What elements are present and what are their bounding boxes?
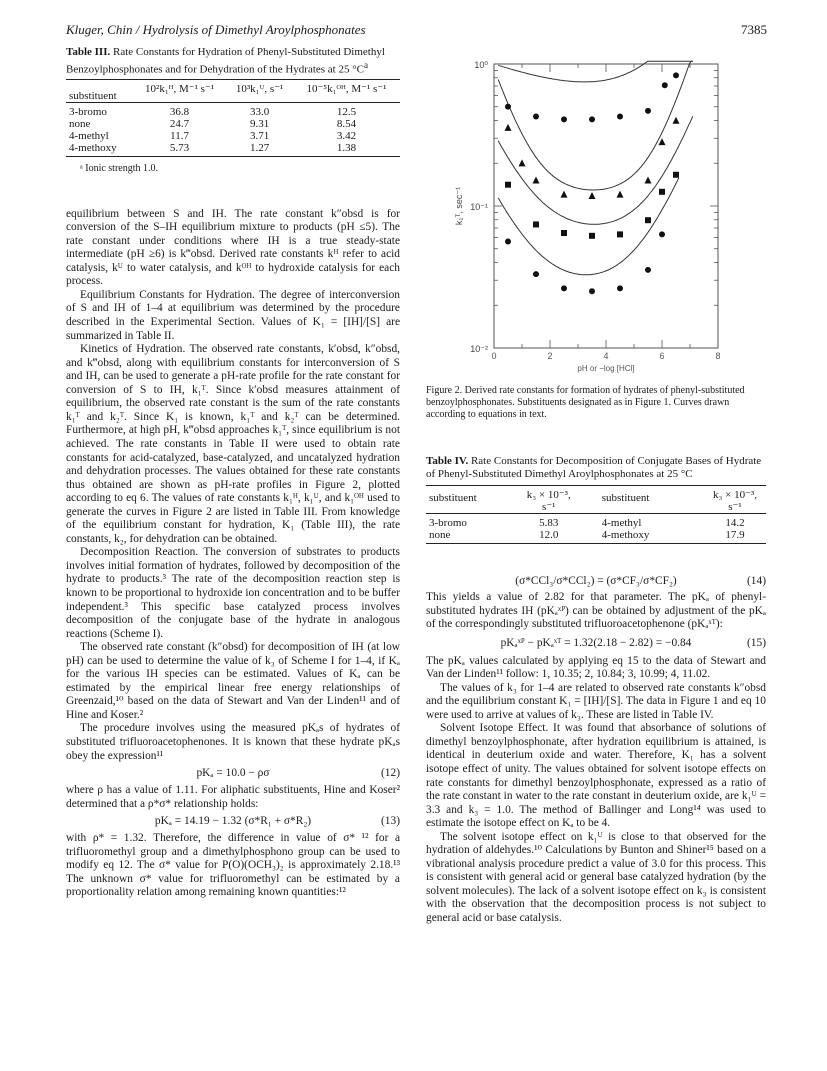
data-point-triangle: [673, 117, 680, 124]
equation-15-text: pKₐˣᴾ − pKₐˣᵀ = 1.32(2.18 − 2.82) = −0.84: [500, 636, 692, 649]
table3-col-substituent: substituent: [69, 89, 117, 102]
table3-cell: 9.31: [249, 117, 270, 130]
data-point-square: [561, 230, 567, 236]
table3: [66, 79, 400, 157]
running-title: Kluger, Chin / Hydrolysis of Dimethyl Aroylphosphonates: [66, 22, 366, 37]
data-point-square: [589, 233, 595, 239]
table-row: [66, 142, 400, 157]
paragraph: Equilibrium Constants for Hydration. The degree of interconversion of S and IH of 1–4 at equilibrium was determined by the procedure described in the Experimental Section. Values of K₁ = [IH]/[S] are summarized in Table II.: [66, 288, 400, 342]
page-number: 7385: [741, 22, 767, 37]
table3-cell: 12.5: [336, 105, 357, 118]
data-point-square: [505, 182, 511, 188]
left-column: [66, 46, 400, 900]
equation-14-number: (14): [747, 575, 766, 587]
equation-14: [426, 574, 766, 589]
fit-curve: [498, 178, 679, 275]
fit-curve: [498, 116, 693, 224]
data-point-triangle: [533, 176, 540, 183]
table4-cell: 4-methoxy: [601, 529, 650, 541]
table3-cell: 3.42: [336, 129, 357, 142]
data-point-dot: [673, 72, 679, 78]
table4-cell: 5.83: [539, 517, 559, 529]
paragraph: with ρ* = 1.32. Therefore, the difference in value of σ* ¹² for a trifluoromethyl group and a dimethylphosphono group can be used to modify eq 12. The σ* value for P(O)(OCH₃)₂ is approximately 2.18.¹³ The unknown σ* value for trifluoromethyl can be estimated by a proportionality relation among remaining known quantities:¹²: [66, 832, 400, 899]
table4-cell: 3-bromo: [429, 517, 467, 529]
table-row: [66, 130, 400, 142]
table3-cell: 36.8: [169, 105, 190, 118]
equation-12-text: pKₐ = 10.0 − ρσ: [196, 767, 270, 780]
paragraph: The pKₐ values calculated by applying eq 15 to the data of Stewart and Van der Linden¹¹ follow: 1, 10.35; 2, 10.84; 3, 10.99; 4, 11.02.: [426, 654, 766, 681]
table-row: [426, 529, 766, 544]
table3-cell: 4-methoxy: [69, 141, 117, 154]
table3-cell: 1.38: [336, 141, 357, 154]
right-column: [426, 58, 766, 926]
data-point-triangle: [659, 138, 666, 145]
paragraph: The values of k₃ for 1–4 are related to observed rate constants k″obsd and the equilibrium constant K₁ = [IH]/[S]. The data in Figure 1 and eq 10 were used to arrive at values of k₃. These are listed in Table IV.: [426, 681, 766, 721]
table4-caption-text: Rate Constants for Decomposition of Conjugate Bases of Hydrate of Phenyl-Substituted Dimethyl Aroylphosphonates at 25 °C: [426, 455, 762, 480]
table3-cell: 1.27: [249, 141, 270, 154]
data-point-triangle: [589, 192, 596, 199]
paragraph: This yields a value of 2.82 for that parameter. The pKₐ of phenyl-substituted hydrates IH (pKₐˣᴾ) can be obtained by adjustment of the pKₐ of the correspondingly substituted trifluoroacetophenone (pKₐˣᵀ):: [426, 591, 766, 631]
table3-cell: 5.73: [169, 141, 190, 154]
x-tick-label: 0: [491, 351, 497, 361]
plot-frame: [494, 64, 718, 348]
table3-cell: 3-bromo: [69, 105, 107, 118]
figure-2-points: [505, 72, 680, 294]
data-point-dot: [533, 271, 539, 277]
table4-cell: 17.9: [725, 529, 745, 541]
table4-col-substituent-2: substituent: [601, 492, 650, 504]
fit-curve: [498, 61, 693, 190]
figure-2-xlabel: pH or −log [HCl]: [577, 364, 635, 373]
data-point-square: [645, 217, 651, 223]
y-tick-label: 10⁰: [474, 60, 488, 70]
equation-15: [426, 636, 766, 651]
y-tick-label: 10⁻¹: [470, 202, 488, 212]
data-point-triangle: [617, 191, 624, 198]
figure-2-caption: Figure 2. Derived rate constants for formation of hydrates of phenyl-substituted benzoylphosphonates. Substituents designated as in Figure 1. Curves drawn according to equations in text.: [426, 385, 745, 420]
paragraph: Decomposition Reaction. The conversion of substrates to products involves initial formation of hydrates, followed by decomposition of the hydrate to products.³ The rate of the decomposition reaction step is known to be proportional to hydroxide ion concentration and to be buffer independent.³ This specific base catalyzed process involves decomposition of the conjugate base of the hydrate in analogous reactions (Scheme I).: [66, 546, 400, 640]
table3-cell: 11.7: [170, 129, 189, 142]
x-tick-label: 8: [715, 351, 721, 361]
table3-caption: [66, 46, 400, 77]
equation-12: [66, 766, 400, 781]
table-row: [66, 102, 400, 118]
table3-header-row: [66, 79, 400, 102]
table3-caption-label: Table III.: [66, 46, 111, 58]
data-point-square: [673, 172, 679, 178]
table3-cell: 33.0: [249, 105, 270, 118]
data-point-triangle: [505, 124, 512, 131]
table4-cell: none: [429, 529, 451, 541]
data-point-triangle: [519, 159, 526, 166]
table4-cell: 4-methyl: [601, 517, 642, 529]
equation-12-number: (12): [381, 767, 400, 780]
paragraph: The procedure involves using the measured pKₐs of hydrates of substituted trifluoroacetophenones. It is known that these hydrate pKₐs obey the expression¹¹: [66, 722, 400, 762]
data-point-dot: [617, 285, 623, 291]
data-point-dot: [645, 267, 651, 273]
data-point-dot: [589, 116, 595, 122]
data-point-dot: [662, 82, 668, 88]
data-point-dot: [645, 108, 651, 114]
figure-2-ylabel: k₁ᵀ, sec⁻¹: [454, 186, 464, 226]
data-point-dot: [561, 116, 567, 122]
y-tick-label: 10⁻²: [470, 344, 488, 354]
figure-2-chart: [426, 58, 766, 378]
table4-col-substituent: substituent: [429, 492, 477, 504]
table3-cell: 4-methyl: [69, 129, 109, 142]
table3-col-k1u: 10³k₁ᵁ, s⁻¹: [235, 82, 284, 95]
table3-cell: 24.7: [169, 117, 190, 130]
data-point-dot: [533, 114, 539, 120]
equation-13-text: pKₐ = 14.19 − 1.32 (σ*R₁ + σ*R₂): [154, 815, 312, 828]
table-row: [426, 514, 766, 530]
data-point-square: [533, 221, 539, 227]
x-tick-label: 6: [659, 351, 665, 361]
table3-cell: 8.54: [336, 117, 357, 130]
figure-2-curves: [498, 61, 693, 275]
table3-col-k1oh: 10⁻⁵k₁ᴼᴴ, M⁻¹ s⁻¹: [306, 82, 387, 95]
table3-cell: 3.71: [249, 129, 270, 142]
data-point-dot: [617, 114, 623, 120]
table4-caption-label: Table IV.: [426, 455, 469, 467]
data-point-square: [659, 189, 665, 195]
table3-footnote: ᵃ Ionic strength 1.0.: [80, 162, 158, 174]
table3-col-k1h: 10²k₁ᴴ, M⁻¹ s⁻¹: [145, 82, 215, 95]
table3-caption-sup: a: [363, 60, 369, 70]
paragraph: Kinetics of Hydration. The observed rate constants, k′obsd, k″obsd, and k‴obsd, along with equilibrium constants for interconversion of S and IH, can be used to generate a pH-rate profile for the rate constant for conversion of S to IH, k₁ᵀ. Since k′obsd measures attainment of equilibrium, the observed rate constant is the sum of the rate constants k₁ᵀ and k₂ᵀ. Since K₁ is known, k₁ᵀ and k₂ᵀ can be determined. Furthermore, at high pH, k‴obsd approaches k₁ᵀ, since equilibrium is not achieved. The rate constants in Table II were used to obtain rate constants for acid-catalyzed, base-catalyzed, and uncatalyzed hydration and dehydration processes. The values obtained for these rate constants thus obtained are shown as pH-rate profiles in Figure 2, plotted according to eq 6. The values of rate constants k₁ᴴ, k₁ᵁ, and k₁ᴼᴴ used to generate the curves in Figure 2 are listed in Table III. From knowledge of the equilibrium constant for hydration, K₁ (Table III), the rate constants, k₂, for dehydration can be obtained.: [66, 343, 400, 545]
x-tick-label: 4: [603, 351, 609, 361]
data-point-dot: [561, 285, 567, 291]
table4-col-k3: k₃ × 10⁻³, s⁻¹: [526, 489, 571, 513]
table4-caption: [426, 455, 766, 481]
paragraph: where ρ has a value of 1.11. For aliphatic substituents, Hine and Koser² determined that a ρ*σ* relationship holds:: [66, 784, 400, 810]
table4-header-row: [426, 486, 766, 514]
table3-caption-text: Rate Constants for Hydration of Phenyl-Substituted Dimethyl Benzoylphosphonates and for Dehydration of the Hydrates at 25 °C: [66, 46, 385, 76]
equation-14-text: (σ*CCl₃/σ*CCl₂) = (σ*CF₃/σ*CF₂): [515, 575, 677, 587]
paragraph: Solvent Isotope Effect. It was found that absorbance of solutions of dimethyl benzoylphosphonate, after hydration equilibrium is attained, is identical in deuterium oxide and water. Therefore, K₁ has a solvent isotope effect of unity. The values obtained for solvent isotope effects on rate constants for dimethyl benzoylphosphonate, expressed as a ratio of the rate constant in water to the rate constant in deuterium oxide, are k₁ᵁ = 3.3 and k₃ = 1.0. The method of Ballinger and Long¹⁴ was used to estimate the isotope effect on Kₐ to be 4.: [426, 722, 766, 830]
data-point-dot: [589, 288, 595, 294]
equation-13: [66, 814, 400, 829]
data-point-triangle: [645, 176, 652, 183]
table4: [426, 485, 766, 544]
paragraph: The observed rate constant (k″obsd) for decomposition of IH (at low pH) can be used to determine the value of k₃ of Scheme I for 1–4, if Kₐ for the various IH species can be estimated. Values of Kₐ can be estimated by the empirical linear free energy relationships of Greenzaid,¹⁰ based on the data of Stewart and Van der Linden¹¹ and of Hine and Koser.²: [66, 641, 400, 721]
equation-13-number: (13): [381, 815, 400, 828]
data-point-dot: [659, 231, 665, 237]
data-point-triangle: [561, 191, 568, 198]
paragraph: The solvent isotope effect on k₁ᵁ is close to that observed for the hydration of aldehydes.¹⁰ Calculations by Bunton and Shiner¹⁵ based on a vibrational analysis procedure predict a value of 3.0 for this process. This is consistent with general acid or general base catalyzed hydration (by the solvent molecules). The lack of a solvent isotope effect on k₃ is consistent with the observation that the decomposition process is not subject to general acid or base catalysis.: [426, 830, 766, 925]
table-row: [66, 118, 400, 130]
data-point-dot: [505, 104, 511, 110]
data-point-square: [617, 231, 623, 237]
equation-15-number: (15): [747, 636, 766, 649]
table3-cell: none: [69, 117, 91, 130]
table4-col-k3-2: k₃ × 10⁻³, s⁻¹: [713, 489, 757, 513]
paragraph: equilibrium between S and IH. The rate constant k″obsd is for conversion of the S–IH equilibrium mixture to products (pH ≤5). The rate constant under conditions where IH is a true steady-state intermediate (pH ≥6) is k‴obsd. Derived rate constants kᴴ refer to acid catalysis, kᵁ to water catalysis, and kᴼᴴ to hydroxide catalysis for each process.: [66, 207, 400, 288]
data-point-dot: [505, 239, 511, 245]
x-tick-label: 2: [547, 351, 553, 361]
table4-cell: 12.0: [539, 529, 559, 541]
table4-cell: 14.2: [725, 517, 745, 529]
